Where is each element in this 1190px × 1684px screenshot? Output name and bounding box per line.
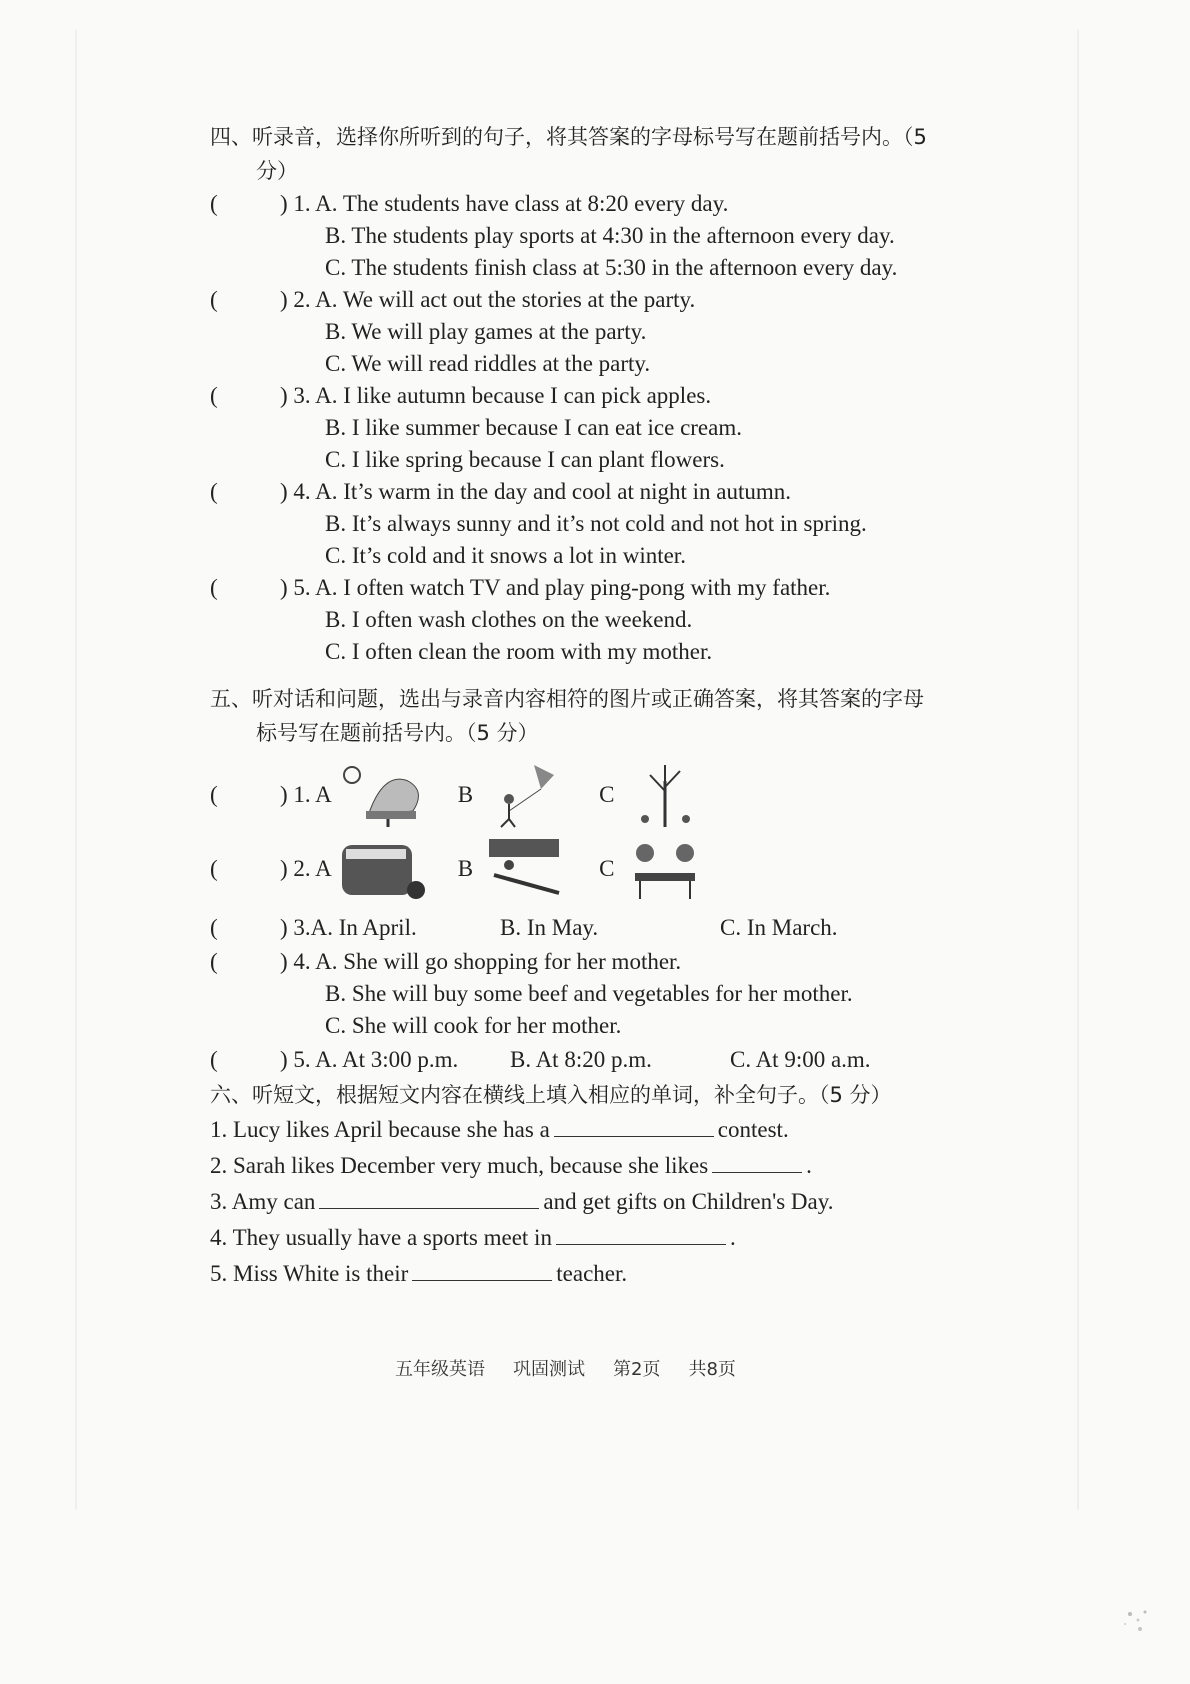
question-option-b: B. We will play games at the party. [325, 319, 647, 344]
section4-q4 [210, 476, 1030, 572]
fill-sentence-5 [210, 1256, 1030, 1292]
picture-label-b: B [457, 782, 474, 807]
page-footer [395, 1355, 815, 1381]
section5-title [210, 682, 1030, 750]
sentence-end: and get gifts on Children's Day. [543, 1189, 834, 1214]
section4-q2 [210, 284, 1030, 380]
section4-q5 [210, 572, 1030, 668]
answer-blank[interactable] [556, 1224, 726, 1245]
answer-paren[interactable]: ( [210, 191, 218, 216]
children-reading-picture [620, 835, 710, 903]
section5-q3 [210, 910, 1030, 946]
answer-paren[interactable]: ( [210, 575, 218, 600]
question-option-a: ) 5. A. I often watch TV and play ping-pong with my father. [280, 575, 831, 600]
picture-label-c: C [599, 782, 615, 807]
section4-title-line2: 分） [256, 159, 298, 183]
answer-paren[interactable]: ( [210, 479, 218, 504]
section4-q3 [210, 380, 1030, 476]
footer-subject: 五年级英语 [395, 1359, 485, 1380]
answer-blank[interactable] [712, 1152, 802, 1173]
section4-q1 [210, 188, 1030, 284]
sentence-end: . [806, 1153, 812, 1178]
question-option-c: C. The students finish class at 5:30 in the afternoon every day. [325, 255, 898, 280]
question-option-a: ) 4. A. She will go shopping for her mother. [280, 949, 682, 974]
picture-label-b: B [457, 856, 474, 881]
section5-q1 [210, 758, 1030, 832]
question-option-c: C. In March. [720, 915, 838, 940]
answer-blank[interactable] [319, 1188, 539, 1209]
ping-pong-picture [479, 835, 569, 903]
section4-title [210, 120, 1030, 188]
answer-paren[interactable]: ( [210, 287, 218, 312]
question-option-b: B. The students play sports at 4:30 in the afternoon every day. [325, 223, 895, 248]
question-option-a: ) 1. A. The students have class at 8:20 every day. [280, 191, 729, 216]
sentence-end: contest. [717, 1117, 789, 1142]
answer-paren[interactable]: ( [210, 383, 218, 408]
answer-paren[interactable]: ( [210, 949, 218, 974]
fill-sentence-4 [210, 1220, 1030, 1256]
sentence-start: 5. Miss White is their [210, 1261, 409, 1286]
answer-blank[interactable] [554, 1116, 714, 1137]
kite-picture [479, 761, 569, 829]
question-option-b: B. At 8:20 p.m. [510, 1047, 652, 1072]
exam-content [210, 120, 1030, 1292]
section5-title-line1: 五、听对话和问题，选出与录音内容相符的图片或正确答案，将其答案的字母 [210, 687, 924, 711]
tree-scene-picture [338, 761, 428, 829]
section5-q4 [210, 946, 1030, 1042]
picture-label-a: ) 1. A [280, 782, 332, 807]
section6-title: 六、听短文，根据短文内容在横线上填入相应的单词，补全句子。（5 分） [210, 1083, 892, 1107]
question-option-b: B. In May. [500, 915, 599, 940]
answer-paren[interactable]: ( [210, 782, 218, 807]
question-option-b: B. She will buy some beef and vegetables for her mother. [325, 981, 853, 1006]
answer-paren[interactable]: ( [210, 915, 218, 940]
picture-label-c: C [599, 856, 615, 881]
fill-sentence-3 [210, 1184, 1030, 1220]
section4-title-line1: 四、听录音，选择你所听到的句子，将其答案的字母标号写在题前括号内。（5 [210, 125, 927, 149]
sentence-start: 3. Amy can [210, 1189, 316, 1214]
bare-tree-picture [620, 761, 710, 829]
sentence-start: 4. They usually have a sports meet in [210, 1225, 552, 1250]
picture-label-a: ) 2. A [280, 856, 332, 881]
question-option-a: ) 2. A. We will act out the stories at the party. [280, 287, 696, 312]
piano-picture [338, 835, 428, 903]
sentence-start: 2. Sarah likes December very much, because she likes [210, 1153, 709, 1178]
scan-speckle-mark [1090, 1584, 1160, 1644]
section5-title-line2: 标号写在题前括号内。（5 分） [256, 721, 539, 745]
question-option-c: C. It’s cold and it snows a lot in winter. [325, 543, 686, 568]
sentence-end: . [729, 1225, 736, 1250]
question-option-a: ) 3.A. In April. [280, 915, 417, 940]
section5-q5 [210, 1042, 1030, 1078]
question-option-b: B. I often wash clothes on the weekend. [325, 607, 693, 632]
question-option-c: C. I often clean the room with my mother. [325, 639, 713, 664]
answer-paren[interactable]: ( [210, 856, 218, 881]
answer-paren[interactable]: ( [210, 1047, 218, 1072]
question-option-a: ) 3. A. I like autumn because I can pick apples. [280, 383, 712, 408]
sentence-start: 1. Lucy likes April because she has a [210, 1117, 550, 1142]
question-option-b: B. It’s always sunny and it’s not cold and not hot in spring. [325, 511, 867, 536]
fill-sentence-1 [210, 1112, 1030, 1148]
fill-sentence-2 [210, 1148, 1030, 1184]
question-option-a: ) 5. A. At 3:00 p.m. [280, 1047, 459, 1072]
footer-total-pages: 共8页 [688, 1359, 736, 1380]
answer-blank[interactable] [412, 1260, 552, 1281]
question-option-c: C. We will read riddles at the party. [325, 351, 651, 376]
question-option-a: ) 4. A. It’s warm in the day and cool at night in autumn. [280, 479, 792, 504]
sentence-end: teacher. [556, 1261, 628, 1286]
section5-q2 [210, 832, 1030, 906]
question-option-b: B. I like summer because I can eat ice cream. [325, 415, 742, 440]
question-option-c: C. She will cook for her mother. [325, 1013, 622, 1038]
question-option-c: C. I like spring because I can plant flowers. [325, 447, 725, 472]
footer-page-number: 第2页 [613, 1359, 661, 1380]
footer-test-name: 巩固测试 [513, 1359, 585, 1380]
question-option-c: C. At 9:00 a.m. [730, 1047, 871, 1072]
